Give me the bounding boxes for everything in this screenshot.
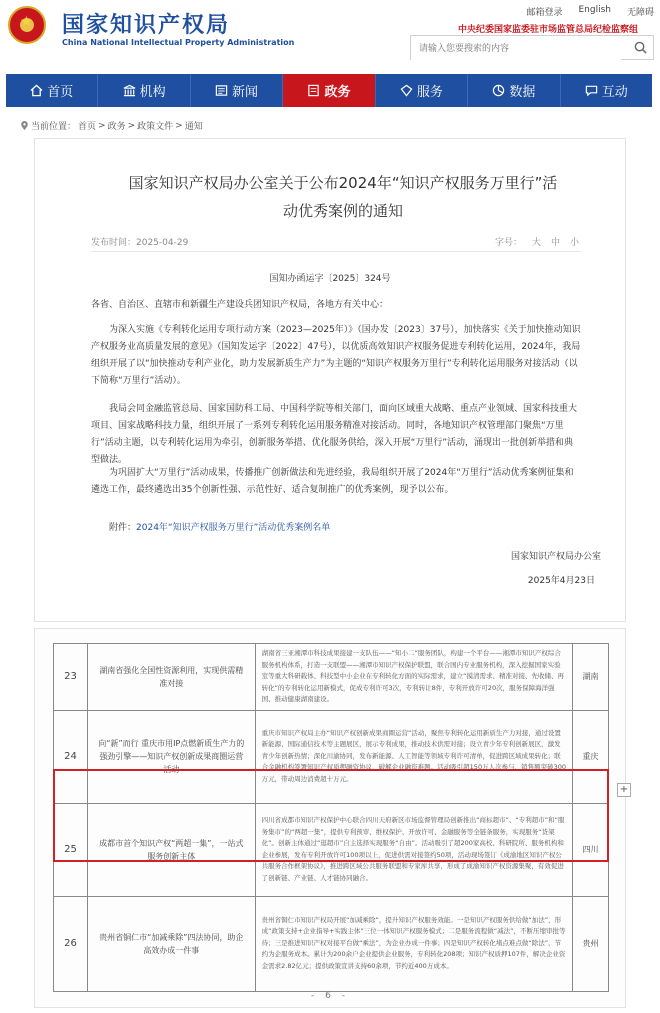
news-icon [215, 84, 228, 97]
nav-label: 服务 [416, 85, 443, 100]
meta-divider [91, 251, 581, 252]
font-size-small-button[interactable]: 小 [569, 238, 579, 248]
nav-item-home[interactable] [6, 74, 98, 107]
table-row [54, 710, 609, 803]
signature: 国家知识产权局办公室 [510, 552, 601, 562]
document-page-image [34, 628, 629, 1008]
case-province: 四川 [573, 803, 609, 896]
signature-date: 2025年4月23日 [527, 576, 595, 586]
breadcrumb [20, 119, 203, 132]
breadcrumb-separator: > [98, 120, 106, 131]
body-paragraph: 为深入实施《专利转化运用专项行动方案（2023—2025年）》（国办发〔2023〕37号），加快落实《关于加快推动知识产权服务业高质量发展的意见》（国知发运字〔2022〕47号），以优质高效知识产权服务促进专利转化运用，2024年，我局组织开展了以“加快推动专利产业化，助力发展新质生产力”为主题的“知识产权服务万里行”专利转化运用服务对接活动（以下简称“万里行”活动）。 [91, 325, 581, 386]
national-emblem-icon [8, 6, 46, 44]
nav-item-organization[interactable] [98, 74, 190, 107]
case-name: 成都市首个知识产权“两超一集”，一站式服务创新主体 [87, 803, 255, 896]
document-number: 国知办函运字〔2025〕324号 [269, 274, 391, 284]
breadcrumb-government-affairs[interactable]: 政务 [107, 122, 126, 132]
table-row [54, 896, 609, 991]
salutation: 各省、自治区、直辖市和新疆生产建设兵团知识产权局，各地方有关中心： [91, 300, 389, 310]
site-name[interactable]: 国家知识产权局 [62, 13, 231, 38]
font-size-large-button[interactable]: 大 [531, 238, 541, 248]
government-icon [307, 84, 320, 97]
nav-item-service[interactable] [376, 74, 468, 107]
body-paragraph: 为巩固扩大“万里行”活动成果，传播推广创新做法和先进经验，我局组织开展了2024年“万里行”活动优秀案例征集和遴选工作，最终遴选出35个创新性强、示范性好、适合复制推广的优秀案例，现予以公布。 [91, 468, 574, 495]
breadcrumb-policy-documents[interactable]: 政策文件 [137, 122, 174, 132]
case-description: 四川省成都市知识产权保护中心联合四川天府新区市场监督管理局创新推出“商标超市”、“专利超市”和“服务集市”的“两超一集”，提供专利预审、维权保护、开放许可、金融服务等全链条服务，实现服务“货架化”。创新主体通过“逛超市”自主选择实现服务“自由”。活动吸引了超200家高校、科研院所、服务机构和企业参展，发布专利开放许可100项以上，促进供需对接签约50项，活动现场签订《成渝地区知识产权公共服务合作框架协议》，推进跨区域公共服务联盟和专家库共享，形成了成渝知识产权资源集聚，有效促进了创新链、产业链、人才链协同融合。 [255, 803, 572, 896]
mail-login-link[interactable]: 邮箱登录 [526, 8, 563, 18]
case-description: 贵州省铜仁市知识产权局开展“加减乘除”，提升知识产权服务效能。一是知识产权服务供给做“加法”，形成“政策支持+企业指导+实践主体”三位一体知识产权服务模式；二是服务流程做“减法”，不断压缩审批等待；三是推进知识产权对接平台做“乘法”，为企业办成一件事；四是知识产权转化堵点难点做“除法”，节约为企服务成本。累计为200余户企业提供企业服务，专利转化208项；知识产权质押107件，解决企业资金需求2.82亿元；提供政策宣讲支持60余项，节约近400万成本。 [255, 896, 572, 991]
nav-label: 数据 [509, 85, 536, 100]
case-province: 重庆 [573, 710, 609, 803]
font-size-medium-button[interactable]: 中 [550, 238, 560, 248]
nav-label: 政务 [324, 85, 351, 100]
font-size-controls [495, 235, 579, 248]
article-title: 国家知识产权局办公室关于公布2024年“知识产权服务万里行”活动优秀案例的通知 [128, 174, 558, 220]
case-province: 贵州 [573, 896, 609, 991]
row-number: 25 [54, 803, 88, 896]
nav-item-government-affairs[interactable] [283, 74, 375, 107]
nav-item-interaction[interactable] [561, 74, 652, 107]
nav-item-news[interactable] [191, 74, 283, 107]
site-header [0, 0, 660, 74]
attachment-link[interactable]: 2024年“知识产权服务万里行”活动优秀案例名单 [136, 523, 331, 533]
service-icon [400, 84, 413, 97]
row-number: 23 [54, 644, 88, 711]
case-name: 贵州省铜仁市“加减乘除”四法协同，助企高效办成一件事 [87, 896, 255, 991]
case-province: 湖南 [573, 644, 609, 711]
table-row [54, 644, 609, 711]
interact-icon [585, 84, 598, 97]
page-number: - 6 - [311, 991, 349, 1001]
case-description: 重庆市知识产权局主办“知识产权创新成果商圈运营”活动，聚焦专利转化运用新质生产力对接，通过设置新能源、国际通信技术等主题展区，展示专利成果，推动技术供需对接；设立青少年专利创新展区，激发青少年创新热情；深化川渝协同，发布新能源、人工智能等领域专利许可清单，促进跨区域成果转化；联合金融机构签署知识产权质押融资协议，破解企业融资难题。活动吸引超150万人次参与，销售额突破300万元，带动周边消费超十万元。 [255, 710, 572, 803]
site-name-en: China National Intellectual Property Administration [62, 38, 295, 47]
breadcrumb-separator: > [175, 120, 183, 131]
search-icon[interactable] [634, 41, 647, 54]
top-links [526, 5, 654, 18]
building-icon [123, 84, 136, 97]
body-paragraph: 我局会同金融监管总局、国家国防科工局、中国科学院等相关部门，面向区域重大战略、重点产业领域、国家科技重大项目、国家战略科技力量，组织开展了一系列专利转化运用服务精准对接活动。同时，各地知识产权管理部门聚焦“万里行”活动主题，以专利转化运用为牵引，创新服务举措、优化服务供给，深入开展“万里行”活动，涌现出一批创新举措和典型做法。 [91, 404, 578, 465]
row-number: 26 [54, 896, 88, 991]
home-icon [30, 84, 43, 97]
data-icon [492, 84, 505, 97]
article-panel [34, 138, 626, 622]
cases-table [53, 643, 609, 992]
case-description: 湖南省三亚湘潭市科技成果接建一支队伍——“知小二”服务团队，构建一个平台——湘潭市知识产权综合服务机构体系，打造一支联盟——湘潭市知识产权保护联盟，联合国内专业服务机构，深入挖掘国家实验室等重大科研载体、科技型中小企业在专利转化方面的实际需求，建立“摸清需求、精准对接、先收储、再转化”的专利转化运用新模式，促成专利许可3次，专利转让8件，专利开放许可20次，服务保障海洋强国、推动健康湖南建设。 [255, 644, 572, 711]
main-nav [6, 74, 652, 107]
breadcrumb-notices[interactable]: 通知 [184, 122, 203, 132]
accessibility-link[interactable]: 无障碍 [626, 8, 654, 18]
attachment-label: 附件： [109, 523, 137, 533]
breadcrumb-separator: > [127, 120, 136, 131]
row-number: 24 [54, 710, 88, 803]
case-name: 向“新”而行 重庆市用IP点燃新质生产力的强劲引擎——知识产权创新成果商圈运营活动 [87, 710, 255, 803]
nav-label: 互动 [601, 85, 628, 100]
breadcrumb-home[interactable]: 首页 [78, 122, 97, 132]
expand-plus-icon[interactable]: + [617, 783, 631, 797]
nav-item-data[interactable] [468, 74, 560, 107]
english-link[interactable]: English [578, 5, 611, 15]
nav-label: 机构 [139, 85, 166, 100]
discipline-inspection-link[interactable]: 中央纪委国家监委驻市场监管总局纪检监察组 [457, 25, 638, 35]
nav-label: 新闻 [232, 85, 259, 100]
breadcrumb-prefix: 当前位置： [31, 122, 77, 132]
location-pin-icon [20, 121, 29, 131]
search-box [410, 35, 654, 60]
nav-label: 首页 [47, 85, 74, 100]
case-name: 湖南省强化全国性资源利用，实现供需精准对接 [87, 644, 255, 711]
search-input[interactable] [411, 38, 621, 61]
font-size-label: 字号： [494, 238, 522, 248]
publish-date: 发布时间：2025-04-29 [91, 238, 189, 248]
table-row [54, 803, 609, 896]
attachment-line [91, 520, 581, 537]
